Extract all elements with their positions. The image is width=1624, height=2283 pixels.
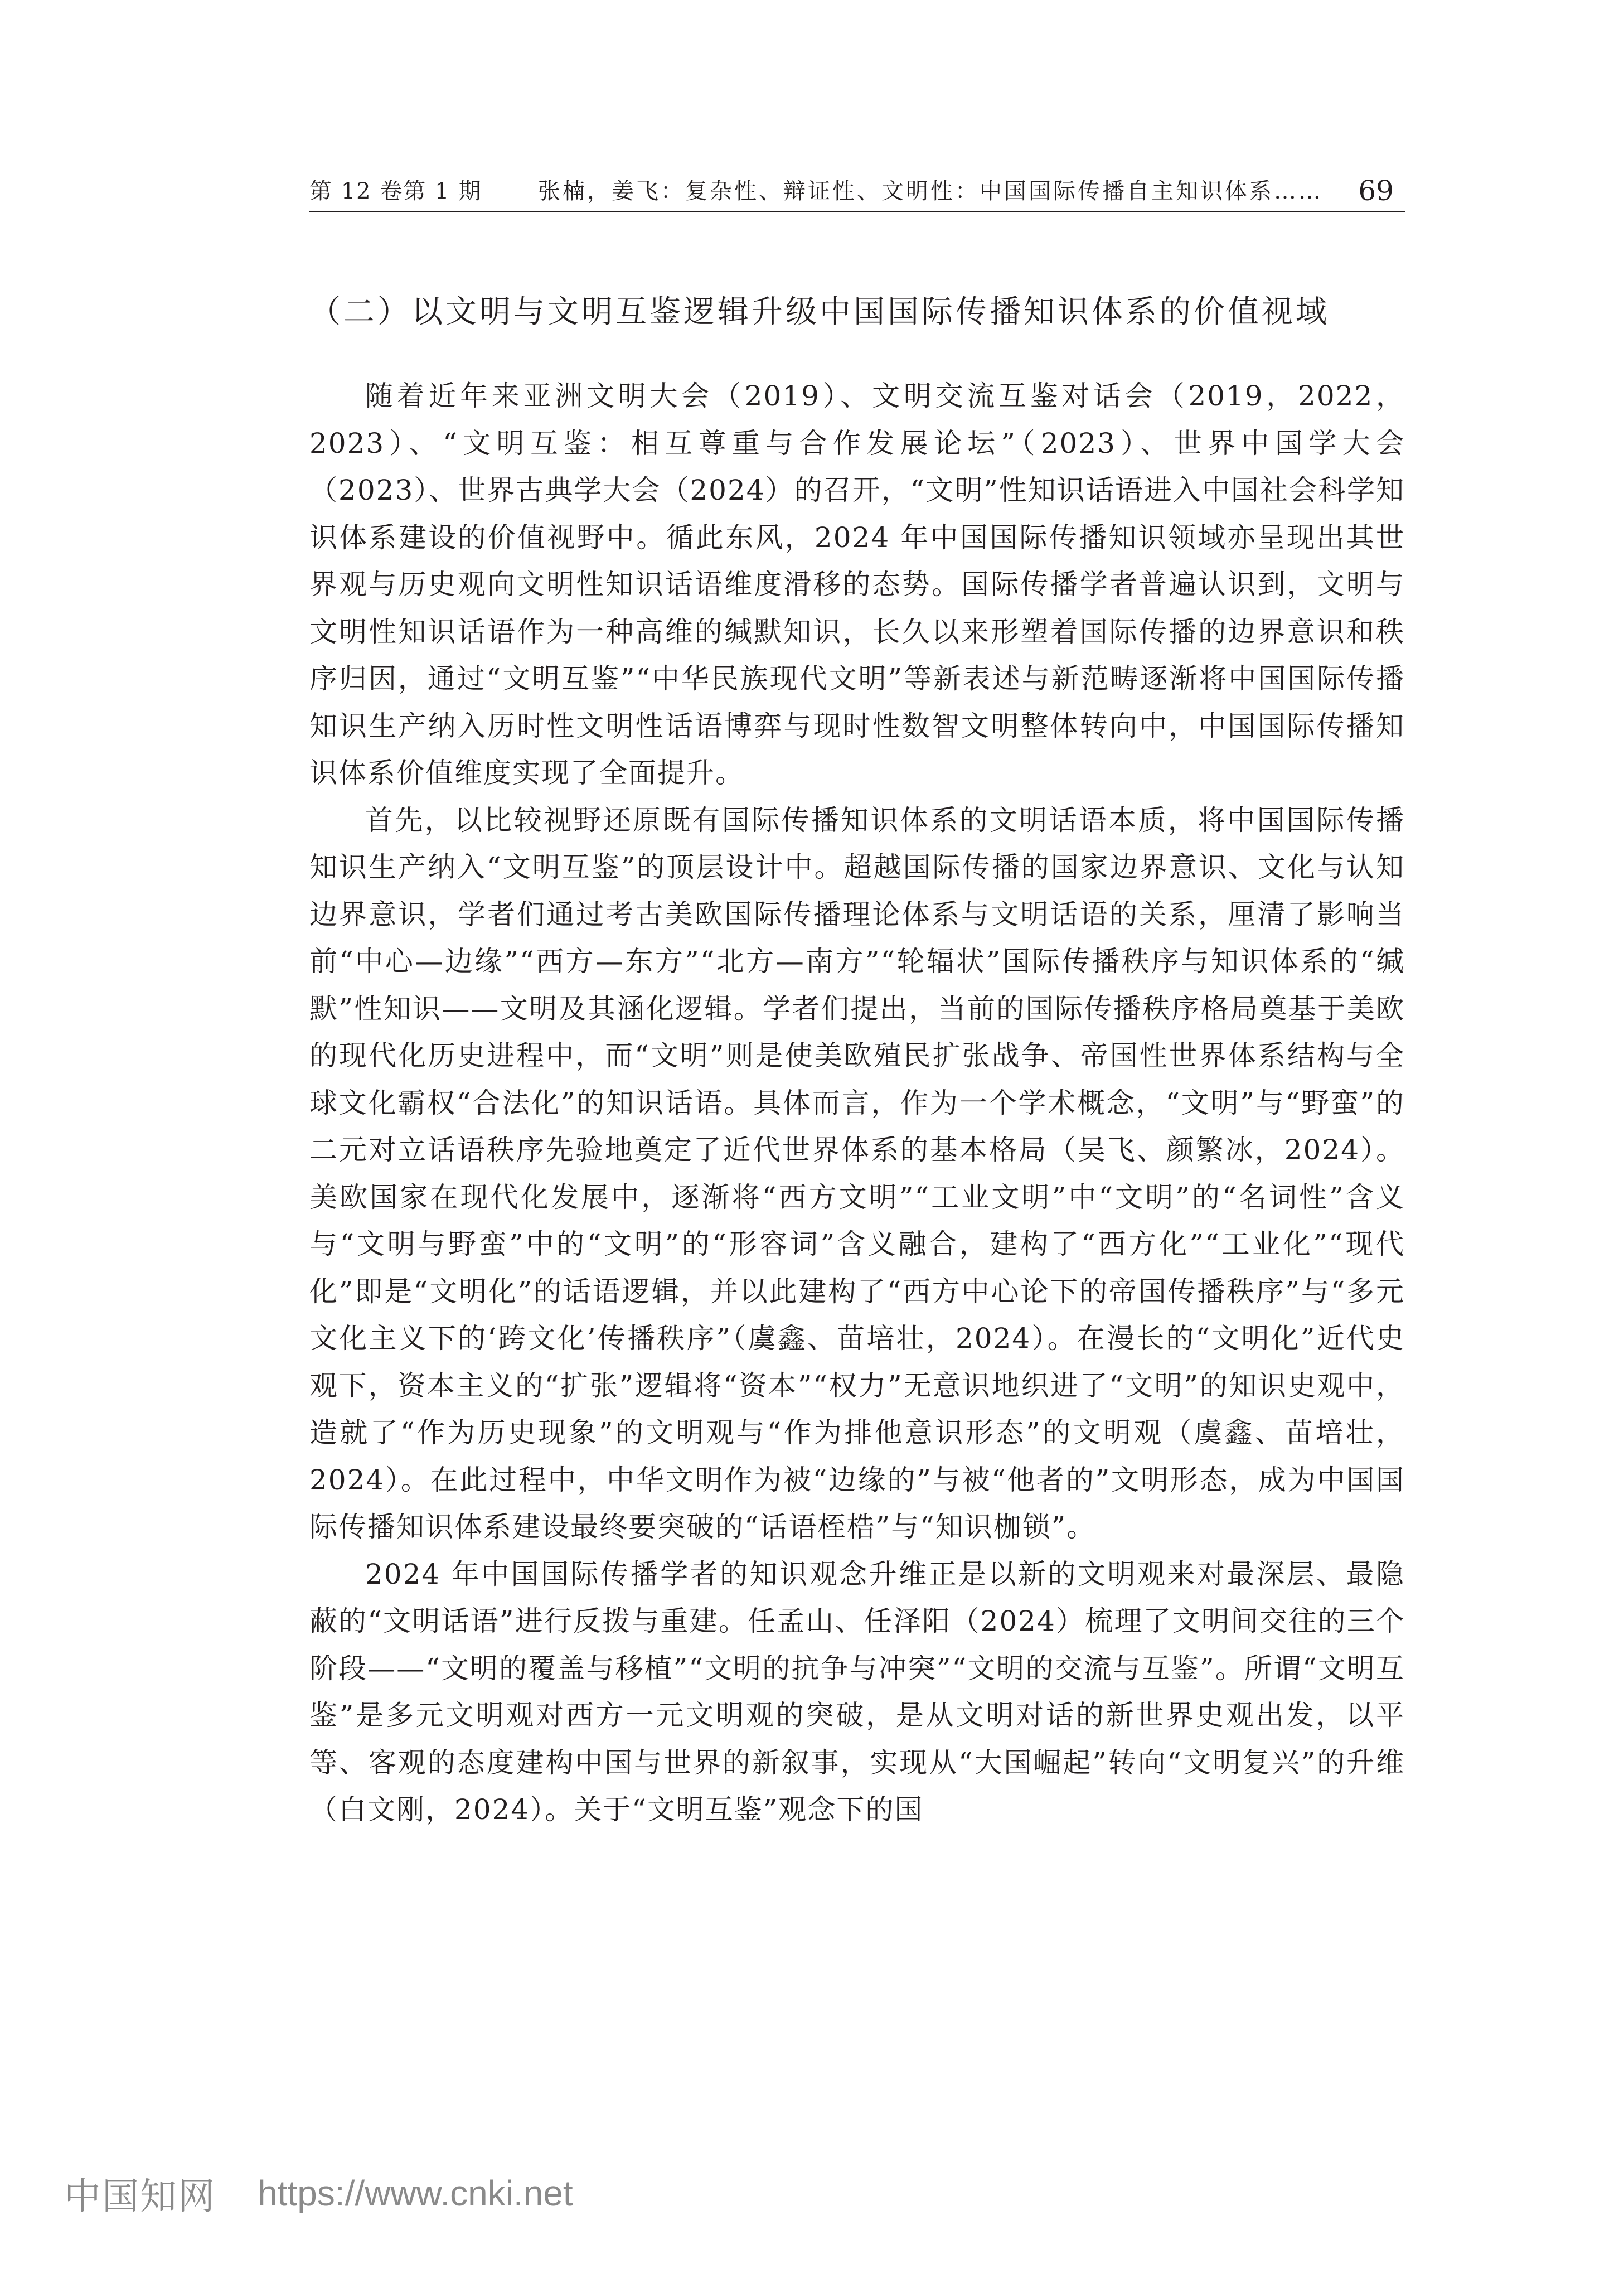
volume-issue: 第 12 卷第 1 期 (309, 178, 482, 204)
cnki-url: https://www.cnki.net (258, 2173, 573, 2213)
paragraph: 首先，以比较视野还原既有国际传播知识体系的文明话语本质，将中国国际传播知识生产纳入“文明互鉴”的顶层设计中。超越国际传播的国家边界意识、文化与认知边界意识，学者们通过考古美欧国际传播理论体系与文明话语的关系，厘清了影响当前“中心—边缘”“西方—东方”“北方—南方”“轮辐状”国际传播秩序与知识体系的“缄默”性知识——文明及其涵化逻辑。学者们提出，当前的国际传播秩序格局奠基于美欧的现代化历史进程中，而“文明”则是使美欧殖民扩张战争、帝国性世界体系结构与全球文化霸权“合法化”的知识话语。具体而言，作为一个学术概念，“文明”与“野蛮”的二元对立话语秩序先验地奠定了近代世界体系的基本格局（吴飞、颜繁冰，2024）。美欧国家在现代化发展中，逐渐将“西方文明”“工业文明”中“文明”的“名词性”含义与“文明与野蛮”中的“文明”的“形容词”含义融合，建构了“西方化”“工业化”“现代化”即是“文明化”的话语逻辑，并以此建构了“西方中心论下的帝国传播秩序”与“多元文化主义下的‘跨文化’传播秩序”（虞鑫、苗培壮，2024）。在漫长的“文明化”近代史观下，资本主义的“扩张”逻辑将“资本”“权力”无意识地织进了“文明”的知识史观中，造就了“作为历史现象”的文明观与“作为排他意识形态”的文明观（虞鑫、苗培壮，2024）。在此过程中，中华文明作为被“边缘的”与被“他者的”文明形态，成为中国国际传播知识体系建设最终要突破的“话语桎梏”与“知识枷锁”。 (309, 804, 1405, 1543)
paragraph: 随着近年来亚洲文明大会（2019）、文明交流互鉴对话会（2019，2022，2023）、“文明互鉴：相互尊重与合作发展论坛”（2023）、世界中国学大会（2023）、世界古典学大会（2024）的召开，“文明”性知识话语进入中国社会科学知识体系建设的价值视野中。循此东风，2024 年中国国际传播知识领域亦呈现出其世界观与历史观向文明性知识话语维度滑移的态势。国际传播学者普遍认识到，文明与文明性知识话语作为一种高维的缄默知识，长久以来形塑着国际传播的边界意识和秩序归因，通过“文明互鉴”“中华民族现代文明”等新表述与新范畴逐渐将中国国际传播知识生产纳入历时性文明性话语博弈与现时性数智文明整体转向中，中国国际传播知识体系价值维度实现了全面提升。 (309, 380, 1405, 789)
page-number: 69 (1358, 175, 1394, 207)
paragraph: 2024 年中国国际传播学者的知识观念升维正是以新的文明观来对最深层、最隐蔽的“文明话语”进行反拨与重建。任孟山、任泽阳（2024）梳理了文明间交往的三个阶段——“文明的覆盖与移植”“文明的抗争与冲突”“文明的交流与互鉴”。所谓“文明互鉴”是多元文明观对西方一元文明观的突破，是从文明对话的新世界史观出发，以平等、客观的态度建构中国与世界的新叙事，实现从“大国崛起”转向“文明复兴”的升维（白文刚，2024）。关于“文明互鉴”观念下的国 (309, 1558, 1405, 1826)
running-title: 张楠，姜飞：复杂性、辩证性、文明性：中国国际传播自主知识体系…… (538, 178, 1323, 204)
cnki-watermark (64, 2166, 573, 2219)
running-header (309, 177, 1405, 212)
section-heading: （二）以文明与文明互鉴逻辑升级中国国际传播知识体系的价值视域 (309, 294, 1330, 330)
body-text (309, 373, 1405, 1834)
cnki-logo-text: 中国知网 (64, 2175, 216, 2218)
